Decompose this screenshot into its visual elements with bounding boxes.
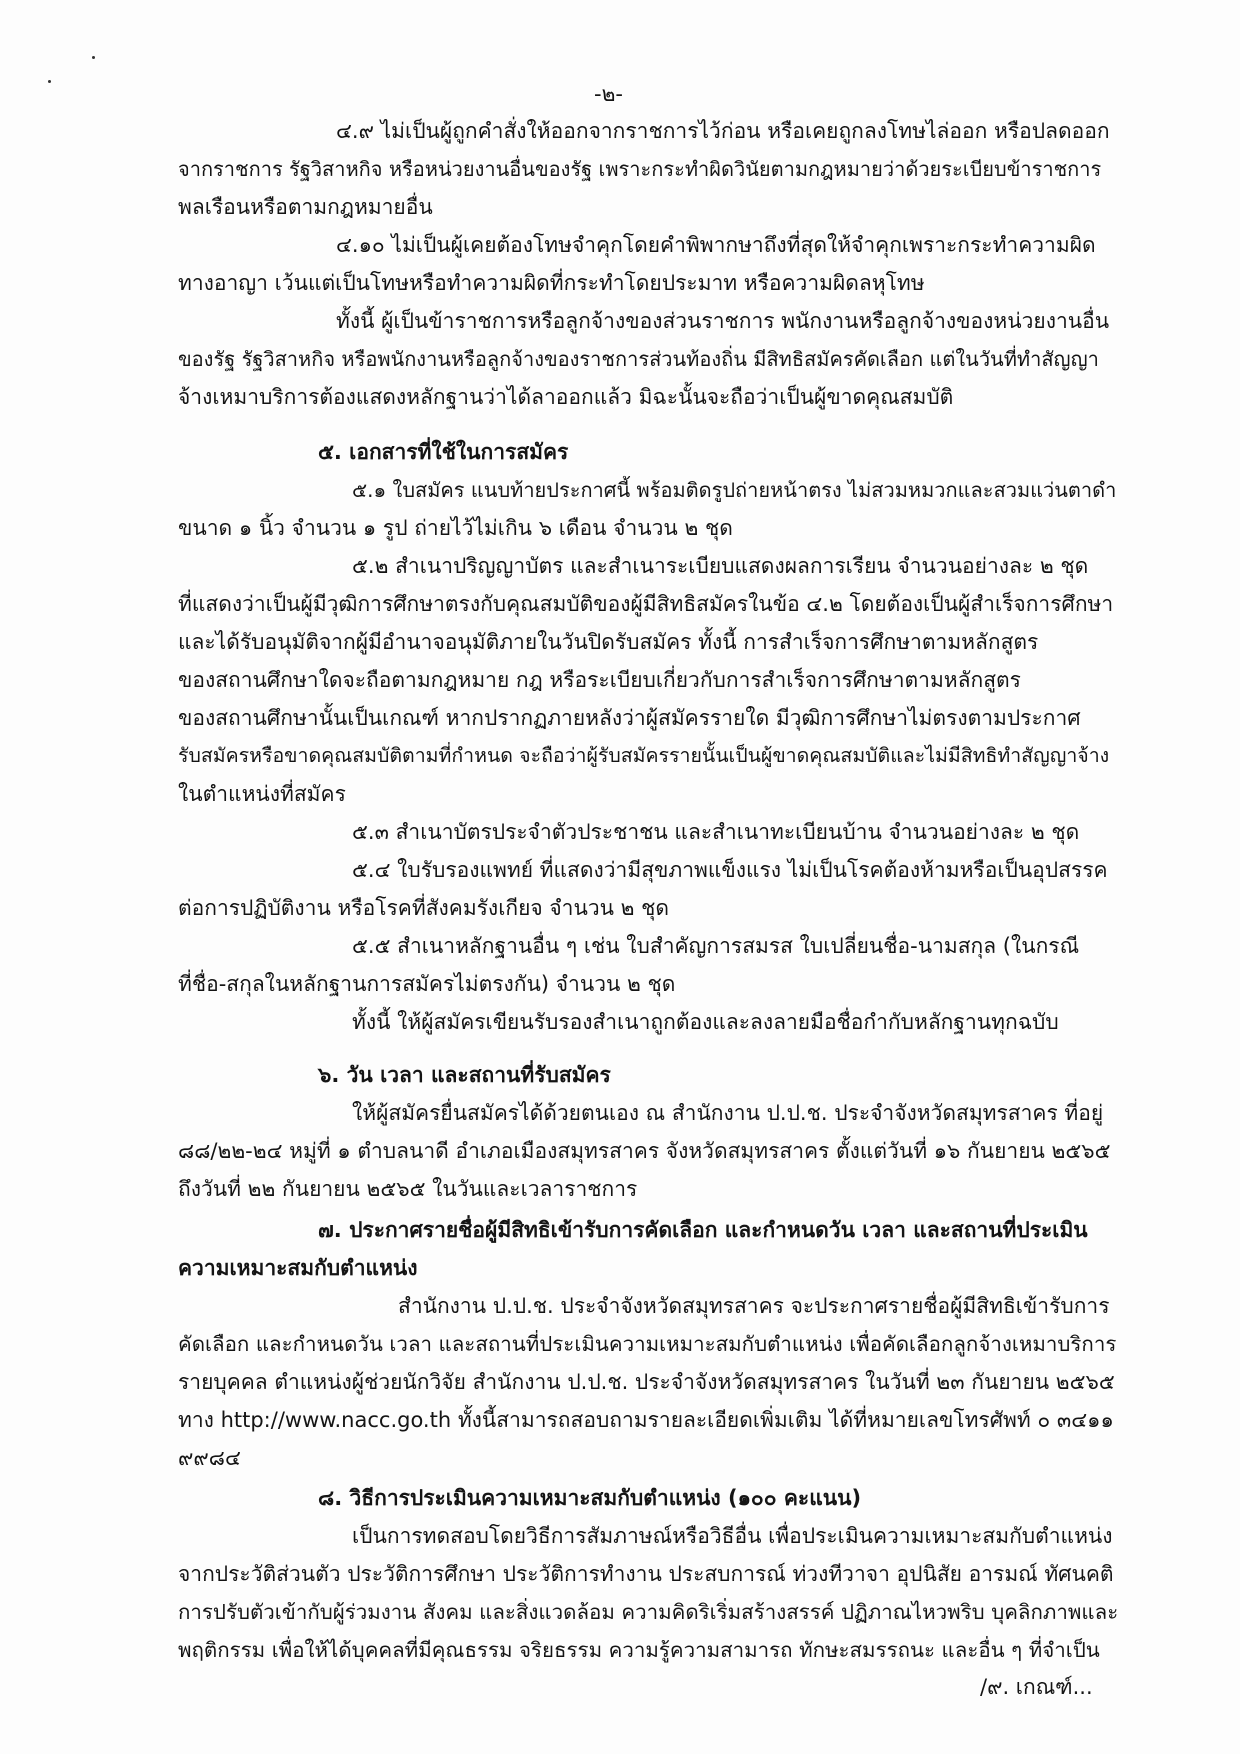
paragraph-line: สำนักงาน ป.ป.ช. ประจำจังหวัดสมุทรสาคร จะประกาศรายชื่อผู้มีสิทธิเข้ารับการ — [398, 1294, 1110, 1318]
paragraph-line: จากประวัติส่วนตัว ประวัติการศึกษา ประวัติการทำงาน ประสบการณ์ ท่วงทีวาจา อุปนิสัย อารมณ์ ทัศนคติ — [178, 1562, 1114, 1586]
paragraph-line: ทั้งนี้ ผู้เป็นข้าราชการหรือลูกจ้างของส่วนราชการ พนักงานหรือลูกจ้างของหน่วยงานอื่น — [336, 309, 1110, 333]
paragraph-line: และได้รับอนุมัติจากผู้มีอำนาจอนุมัติภายในวันปิดรับสมัคร ทั้งนี้ การสำเร็จการศึกษาตามหลักสูตร — [178, 630, 1039, 654]
section-heading-5: ๕. เอกสารที่ใช้ในการสมัคร — [318, 440, 569, 464]
paragraph-line: ให้ผู้สมัครยื่นสมัครได้ด้วยตนเอง ณ สำนักงาน ป.ป.ช. ประจำจังหวัดสมุทรสาคร ที่อยู่ — [352, 1101, 1104, 1125]
clause-5-1: ๕.๑ ใบสมัคร แนบท้ายประกาศนี้ พร้อมติดรูปถ่ายหน้าตรง ไม่สวมหมวกและสวมแว่นตาดำ — [352, 478, 1117, 502]
paragraph-line: การปรับตัวเข้ากับผู้ร่วมงาน สังคม และสิ่งแวดล้อม ความคิดริเริ่มสร้างสรรค์ ปฏิภาณไหวพริบ บุคลิกภาพและ — [178, 1600, 1119, 1624]
clause-4-10: ๔.๑๐ ไม่เป็นผู้เคยต้องโทษจำคุกโดยคำพิพากษาถึงที่สุดให้จำคุกเพราะกระทำความผิด — [336, 233, 1096, 257]
paragraph-line: ของรัฐ รัฐวิสาหกิจ หรือพนักงานหรือลูกจ้างของราชการส่วนท้องถิ่น มีสิทธิสมัครคัดเลือก แต่ในวันที่ทำสัญญา — [178, 347, 1099, 371]
paragraph-line: ต่อการปฏิบัติงาน หรือโรคที่สังคมรังเกียจ จำนวน ๒ ชุด — [178, 896, 670, 920]
paragraph-line: รายบุคคล ตำแหน่งผู้ช่วยนักวิจัย สำนักงาน ป.ป.ช. ประจำจังหวัดสมุทรสาคร ในวันที่ ๒๓ กันยายน ๒๕๖๕ — [178, 1370, 1115, 1394]
paragraph-line: ๙๙๘๔ — [178, 1446, 241, 1470]
paragraph-line: ขนาด ๑ นิ้ว จำนวน ๑ รูป ถ่ายไว้ไม่เกิน ๖ เดือน จำนวน ๒ ชุด — [178, 516, 733, 540]
paragraph-line: ที่ชื่อ-สกุลในหลักฐานการสมัครไม่ตรงกัน) จำนวน ๒ ชุด — [178, 972, 676, 996]
paragraph-line: เป็นการทดสอบโดยวิธีการสัมภาษณ์หรือวิธีอื่น เพื่อประเมินความเหมาะสมกับตำแหน่ง — [352, 1524, 1113, 1548]
paragraph-line: ของสถานศึกษาใดจะถือตามกฎหมาย กฎ หรือระเบียบเกี่ยวกับการสำเร็จการศึกษาตามหลักสูตร — [178, 668, 1021, 692]
clause-5-5: ๕.๕ สำเนาหลักฐานอื่น ๆ เช่น ใบสำคัญการสมรส ใบเปลี่ยนชื่อ-นามสกุล (ในกรณี — [352, 934, 1080, 958]
section-heading-7-cont: ความเหมาะสมกับตำแหน่ง — [178, 1256, 418, 1280]
paragraph-line: พฤติกรรม เพื่อให้ได้บุคคลที่มีคุณธรรม จริยธรรม ความรู้ความสามารถ ทักษะสมรรถนะ และอื่น ๆ ที่จำเป็น — [178, 1638, 1100, 1662]
paragraph-line: ที่แสดงว่าเป็นผู้มีวุฒิการศึกษาตรงกับคุณสมบัติของผู้มีสิทธิสมัครในข้อ ๔.๒ โดยต้องเป็นผู้สำเร็จการศึกษา — [178, 592, 1114, 616]
clause-5-3: ๕.๓ สำเนาบัตรประจำตัวประชาชน และสำเนาทะเบียนบ้าน จำนวนอย่างละ ๒ ชุด — [352, 820, 1080, 844]
section-heading-8: ๘. วิธีการประเมินความเหมาะสมกับตำแหน่ง (๑๐๐ คะแนน) — [318, 1486, 862, 1510]
section-heading-7: ๗. ประกาศรายชื่อผู้มีสิทธิเข้ารับการคัดเลือก และกำหนดวัน เวลา และสถานที่ประเมิน — [318, 1218, 1088, 1242]
paragraph-line: ในตำแหน่งที่สมัคร — [178, 782, 346, 806]
paragraph-line: ถึงวันที่ ๒๒ กันยายน ๒๕๖๕ ในวันและเวลาราชการ — [178, 1177, 638, 1201]
clause-4-9: ๔.๙ ไม่เป็นผู้ถูกคำสั่งให้ออกจากราชการไว้ก่อน หรือเคยถูกลงโทษไล่ออก หรือปลดออก — [336, 119, 1110, 143]
continuation-note: /๙. เกณฑ์... — [980, 1675, 1093, 1699]
paragraph-line: ทางอาญา เว้นแต่เป็นโทษหรือทำความผิดที่กระทำโดยประมาท หรือความผิดลหุโทษ — [178, 271, 925, 295]
scan-speck — [92, 56, 95, 59]
scan-speck — [48, 80, 51, 83]
paragraph-line: รับสมัครหรือขาดคุณสมบัติตามที่กำหนด จะถือว่าผู้รับสมัครรายนั้นเป็นผู้ขาดคุณสมบัติและไม่มีสิทธิทำสัญญาจ้าง — [178, 744, 1110, 767]
paragraph-line: พลเรือนหรือตามกฎหมายอื่น — [178, 195, 433, 219]
paragraph-line: จ้างเหมาบริการต้องแสดงหลักฐานว่าได้ลาออกแล้ว มิฉะนั้นจะถือว่าเป็นผู้ขาดคุณสมบัติ — [178, 385, 954, 409]
paragraph-line: ของสถานศึกษานั้นเป็นเกณฑ์ หากปรากฏภายหลังว่าผู้สมัครรายใด มีวุฒิการศึกษาไม่ตรงตามประกาศ — [178, 706, 1081, 730]
clause-5-4: ๕.๔ ใบรับรองแพทย์ ที่แสดงว่ามีสุขภาพแข็งแรง ไม่เป็นโรคต้องห้ามหรือเป็นอุปสรรค — [352, 858, 1108, 882]
page-number: -๒- — [594, 82, 623, 106]
paragraph-line: ทาง http://www.nacc.go.th ทั้งนี้สามารถสอบถามรายละเอียดเพิ่มเติม ได้ที่หมายเลขโทรศัพท์ ๐ ๓๔๑๑ — [178, 1408, 1114, 1432]
paragraph-line: ๘๘/๒๒-๒๔ หมู่ที่ ๑ ตำบลนาดี อำเภอเมืองสมุทรสาคร จังหวัดสมุทรสาคร ตั้งแต่วันที่ ๑๖ กันยายน ๒๕๖๕ — [178, 1139, 1111, 1163]
paragraph-line: ทั้งนี้ ให้ผู้สมัครเขียนรับรองสำเนาถูกต้องและลงลายมือชื่อกำกับหลักฐานทุกฉบับ — [352, 1010, 1059, 1034]
section-heading-6: ๖. วัน เวลา และสถานที่รับสมัคร — [318, 1063, 611, 1087]
paragraph-line: จากราชการ รัฐวิสาหกิจ หรือหน่วยงานอื่นของรัฐ เพราะกระทำผิดวินัยตามกฎหมายว่าด้วยระเบียบข้าราชการ — [178, 157, 1102, 181]
paragraph-line: คัดเลือก และกำหนดวัน เวลา และสถานที่ประเมินความเหมาะสมกับตำแหน่ง เพื่อคัดเลือกลูกจ้างเหมาบริการ — [178, 1332, 1117, 1356]
clause-5-2: ๕.๒ สำเนาปริญญาบัตร และสำเนาระเบียบแสดงผลการเรียน จำนวนอย่างละ ๒ ชุด — [352, 554, 1089, 578]
